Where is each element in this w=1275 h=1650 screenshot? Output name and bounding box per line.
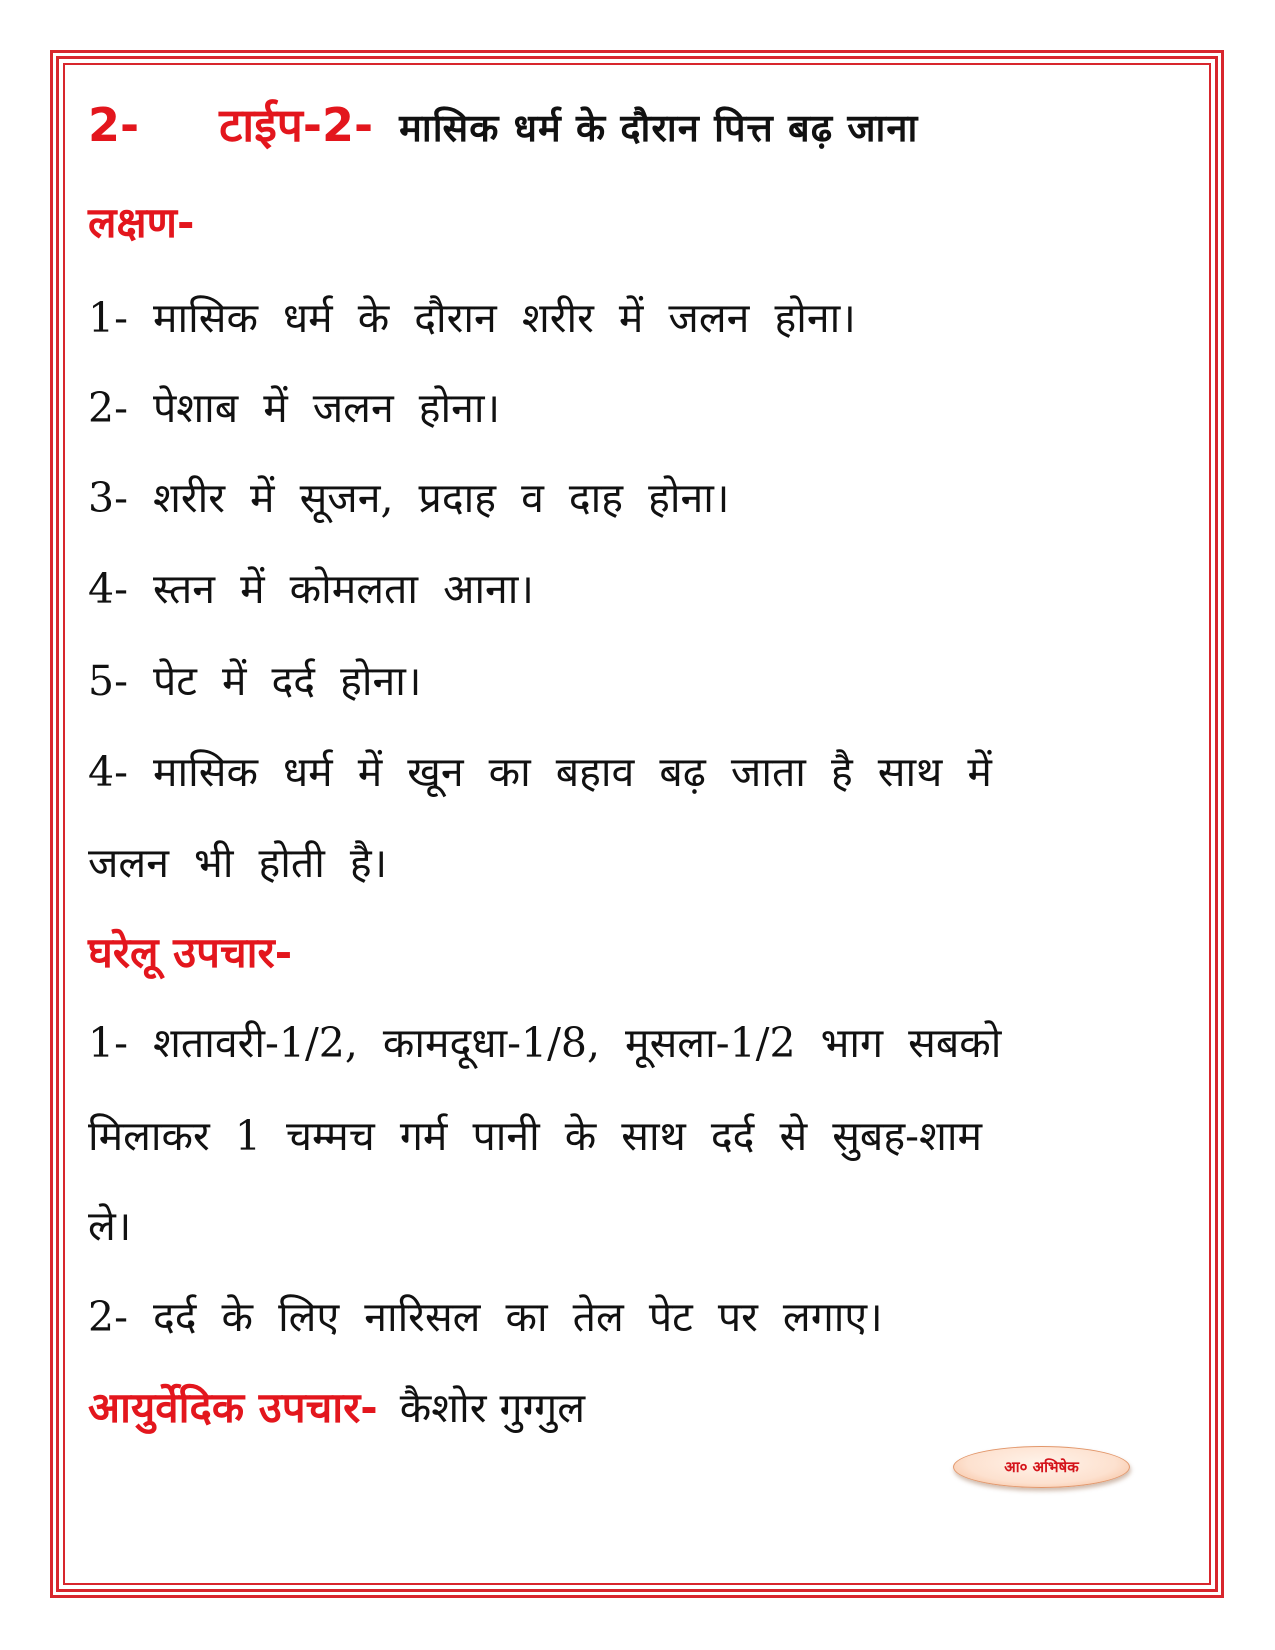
- ayurvedic-remedy: कैशोर गुग्गुल: [399, 1384, 586, 1432]
- ayurvedic-line: [88, 1378, 585, 1438]
- title-number: 2-: [88, 98, 140, 152]
- remedy-item: 2- दर्द के लिए नारिसल का तेल पेट पर लगाए।: [88, 1293, 883, 1341]
- symptom-item: 4- स्तन में कोमलता आना।: [88, 565, 534, 613]
- symptom-item: 4- मासिक धर्म में खून का बहाव बढ़ जाता है साथ में: [88, 748, 992, 796]
- author-signature-text: आ० अभिषेक: [1004, 1458, 1079, 1476]
- page-title: [88, 95, 918, 155]
- home-remedies-heading: घरेलू उपचार-: [88, 928, 293, 977]
- symptoms-heading: लक्षण-: [88, 198, 195, 247]
- symptom-item: 2- पेशाब में जलन होना।: [88, 384, 501, 432]
- remedy-item: 1- शतावरी-1/2, कामदूधा-1/8, मूसला-1/2 भाग सबको: [88, 1019, 1002, 1067]
- symptom-item: 3- शरीर में सूजन, प्रदाह व दाह होना।: [88, 474, 730, 522]
- symptom-item: 1- मासिक धर्म के दौरान शरीर में जलन होना।: [88, 294, 856, 342]
- ayurvedic-heading: आयुर्वेदिक उपचार-: [88, 1383, 378, 1432]
- author-signature-badge: [953, 1446, 1130, 1488]
- symptom-item-continued: जलन भी होती है।: [88, 839, 388, 887]
- remedy-item-continued: मिलाकर 1 चम्मच गर्म पानी के साथ दर्द से सुबह-शाम: [88, 1112, 982, 1160]
- symptom-item: 5- पेट में दर्द होना।: [88, 657, 422, 705]
- title-type-label: टाईप-2-: [219, 98, 374, 152]
- remedy-item-continued: ले।: [88, 1202, 132, 1250]
- title-text: मासिक धर्म के दौरान पित्त बढ़ जाना: [399, 106, 919, 150]
